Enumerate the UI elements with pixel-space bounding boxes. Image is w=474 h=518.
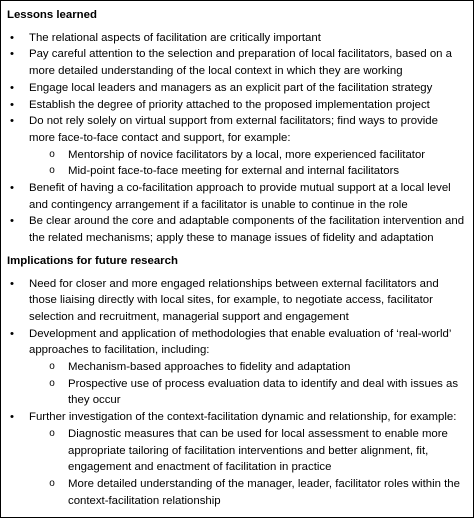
bullet-icon: •	[10, 411, 14, 424]
implications-list	[7, 276, 465, 510]
bullet-icon: •	[10, 81, 14, 94]
bullet-icon: •	[10, 48, 14, 61]
lesson-sublist	[29, 147, 465, 180]
bullet-icon: •	[10, 215, 14, 228]
lesson-subitem-text: Mentorship of novice facilitators by a local, more experienced facilitator	[68, 148, 426, 161]
implication-subitem	[29, 376, 465, 409]
lesson-subitem-text: Mid-point face-to-face meeting for external and internal facilitators	[68, 165, 400, 178]
bullet-icon: •	[10, 115, 14, 128]
hollow-bullet-icon: o	[49, 361, 55, 373]
implication-item	[7, 326, 465, 410]
lesson-subitem	[29, 147, 465, 164]
lesson-item-text: Be clear around the core and adaptable components of the facilitation intervention and the related mechanisms; apply these to manage issues of fidelity and adaptation	[29, 215, 465, 245]
implication-subitem-text: Prospective use of process evaluation data to identify and deal with issues as they occur	[68, 377, 459, 407]
hollow-bullet-icon: o	[49, 165, 55, 177]
lesson-item	[7, 180, 465, 213]
implication-subitem-text: Mechanism-based approaches to fidelity and adaptation	[68, 361, 351, 374]
bullet-icon: •	[10, 98, 14, 111]
hollow-bullet-icon: o	[49, 377, 55, 389]
hollow-bullet-icon: o	[49, 477, 55, 489]
lesson-item	[7, 97, 465, 114]
implication-subitem-text: More detailed understanding of the manager, leader, facilitator roles within the context-facilitation relationship	[68, 477, 460, 507]
implications-heading: Implications for future research	[7, 254, 178, 267]
lessons-learned-list	[7, 30, 465, 247]
implication-subitem	[29, 426, 465, 476]
lesson-item	[7, 46, 465, 79]
bullet-icon: •	[10, 327, 14, 340]
implication-subitem	[29, 476, 465, 509]
implication-sublist	[29, 426, 465, 510]
lesson-subitem	[29, 163, 465, 180]
lesson-item	[7, 213, 465, 246]
implication-item	[7, 276, 465, 326]
lesson-item-text: Engage local leaders and managers as an explicit part of the facilitation strategy	[29, 81, 433, 94]
lesson-item	[7, 30, 465, 47]
implication-item-text: Further investigation of the context-facilitation dynamic and relationship, for example:	[29, 411, 457, 424]
bullet-icon: •	[10, 182, 14, 195]
implication-item-text: Development and application of methodologies that enable evaluation of ‘real-world’ approaches to facilitation, including:	[29, 327, 451, 357]
implication-subitem	[29, 359, 465, 376]
implication-subitem-text: Diagnostic measures that can be used for local assessment to enable more appropriate tailoring of facilitation interventions and better alignment, fit, engagement and enactment of facilitation in practice	[68, 427, 448, 474]
lesson-item	[7, 80, 465, 97]
lessons-learned-heading: Lessons learned	[7, 9, 97, 21]
lesson-item	[7, 113, 465, 180]
implication-item-text: Need for closer and more engaged relationships between external facilitators and those liaising directly with local sites, for example, to negotiate access, facilitator selection and recruitment, managerial support and engagement	[29, 277, 439, 323]
lesson-item-text: Benefit of having a co-facilitation approach to provide mutual support at a local level and contingency arrangement if a facilitator is unable to continue in the role	[29, 182, 451, 211]
bullet-icon: •	[10, 31, 14, 44]
lesson-item-text: Establish the degree of priority attached to the proposed implementation project	[29, 98, 430, 111]
lesson-item-text: Pay careful attention to the selection and preparation of local facilitators, based on a more detailed understanding of the local context in which they are working	[29, 48, 452, 78]
bullet-icon: •	[10, 277, 14, 290]
hollow-bullet-icon: o	[49, 148, 55, 160]
implication-item	[7, 409, 465, 509]
lesson-item-text: The relational aspects of facilitation are critically important	[29, 31, 321, 44]
hollow-bullet-icon: o	[49, 427, 55, 439]
lesson-item-text: Do not rely solely on virtual support from external facilitators; find ways to provide more face-to-face contact and support, for example:	[29, 115, 438, 144]
implication-sublist	[29, 359, 465, 409]
